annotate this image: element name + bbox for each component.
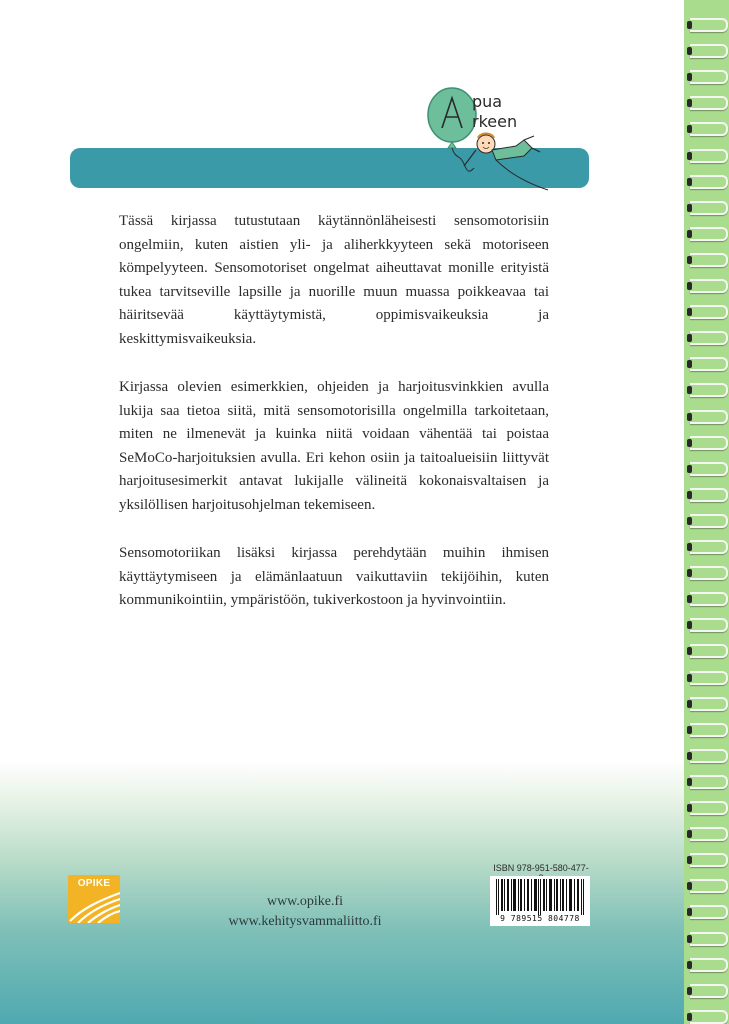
spiral-coil-icon: [690, 488, 728, 502]
blurb-paragraph-2: Kirjassa olevien esimerkkien, ohjeiden ja harjoitusvinkkien avulla lukija saa tietoa siitä, mitä sensomotorisilla ongelmilla tarkoitetaan, miten ne ilmenevät ja kuinka niitä voidaan vähentää tai poistaa SeMoCo-harjoituksien avulla. Eri kehon osiin ja taitoalueisiin liittyvät harjoitusesimerkit antavat lukijalle välineitä kokonaisvaltaisen ja yksilöllisen harjoitusohjelman tekemiseen.: [119, 379, 549, 513]
spiral-coil-icon: [690, 958, 728, 972]
spiral-coil-icon: [690, 827, 728, 841]
spiral-coil-icon: [690, 70, 728, 84]
spiral-coil-icon: [690, 96, 728, 110]
spiral-coil-icon: [690, 749, 728, 763]
spiral-coil-icon: [690, 436, 728, 450]
spiral-coil-icon: [690, 697, 728, 711]
spiral-coil-icon: [690, 723, 728, 737]
spiral-coil-icon: [690, 227, 728, 241]
spiral-coil-icon: [690, 122, 728, 136]
barcode-bars-icon: [494, 879, 586, 915]
spiral-coil-icon: [690, 984, 728, 998]
spiral-coil-icon: [690, 514, 728, 528]
opike-url[interactable]: www.opike.fi: [266, 894, 344, 909]
spiral-coil-icon: [690, 201, 728, 215]
spiral-coil-icon: [690, 618, 728, 632]
spiral-coil-icon: [690, 357, 728, 371]
spiral-coil-icon: [690, 44, 728, 58]
spiral-coil-icon: [690, 279, 728, 293]
spiral-coil-icon: [690, 540, 728, 554]
spiral-coil-icon: [690, 149, 728, 163]
blurb-paragraph-1: Tässä kirjassa tutustutaan käytännönläheisesti sensomotorisiin ongelmiin, kuten aistien yli- ja aliherkkyyteen sekä motoriseen kömpelyyteen. Sensomotoriset ongelmat aiheuttavat monille erityistä tukea tarvitseville lapsille ja nuorille muun muassa poikkeavaa tai häiritsevää käyttäytymistä, oppimisvaikeuksia ja keskittymisvaikeuksia.: [119, 213, 549, 347]
spiral-coil-icon: [690, 331, 728, 345]
spiral-coil-icon: [690, 644, 728, 658]
blurb-text: [119, 210, 549, 638]
opike-swoosh-icon: [68, 889, 120, 923]
logo-text-line2: rkeen: [472, 112, 518, 131]
barcode: [490, 876, 590, 926]
isbn-label: ISBN 978-951-580-477-: [493, 863, 589, 873]
opike-logo: [68, 875, 120, 923]
spiral-coil-icon: [690, 592, 728, 606]
barcode-digits: 9 789515 804778: [500, 914, 580, 923]
spiral-coil-icon: [690, 175, 728, 189]
spiral-coil-icon: [690, 775, 728, 789]
spiral-coil-icon: [690, 383, 728, 397]
spiral-coil-icon: [690, 18, 728, 32]
spiral-coil-icon: [690, 410, 728, 424]
publisher-urls: [200, 892, 410, 932]
spiral-coil-icon: [690, 305, 728, 319]
spiral-coil-icon: [690, 253, 728, 267]
opike-logo-label: OPIKE: [77, 878, 111, 889]
spiral-coil-icon: [690, 853, 728, 867]
spiral-coil-icon: [690, 932, 728, 946]
spiral-coil-icon: [690, 1010, 728, 1024]
blurb-paragraph-3: Sensomotoriikan lisäksi kirjassa perehdytään muihin ihmisen käyttäytymiseen ja elämänlaatuun vaikuttaviin tekijöihin, kuten kommunikointiin, ympäristöön, tukiverkostoon ja hyvinvointiin.: [119, 545, 549, 608]
spiral-coil-icon: [690, 879, 728, 893]
spiral-coil-icon: [690, 462, 728, 476]
kehitysvammaliitto-url[interactable]: www.kehitysvammaliitto.fi: [228, 914, 382, 929]
spiral-coil-icon: [690, 671, 728, 685]
logo-text-line1: pua: [472, 92, 503, 111]
spiral-coil-icon: [690, 801, 728, 815]
spiral-coil-icon: [690, 905, 728, 919]
spiral-coil-icon: [690, 566, 728, 580]
